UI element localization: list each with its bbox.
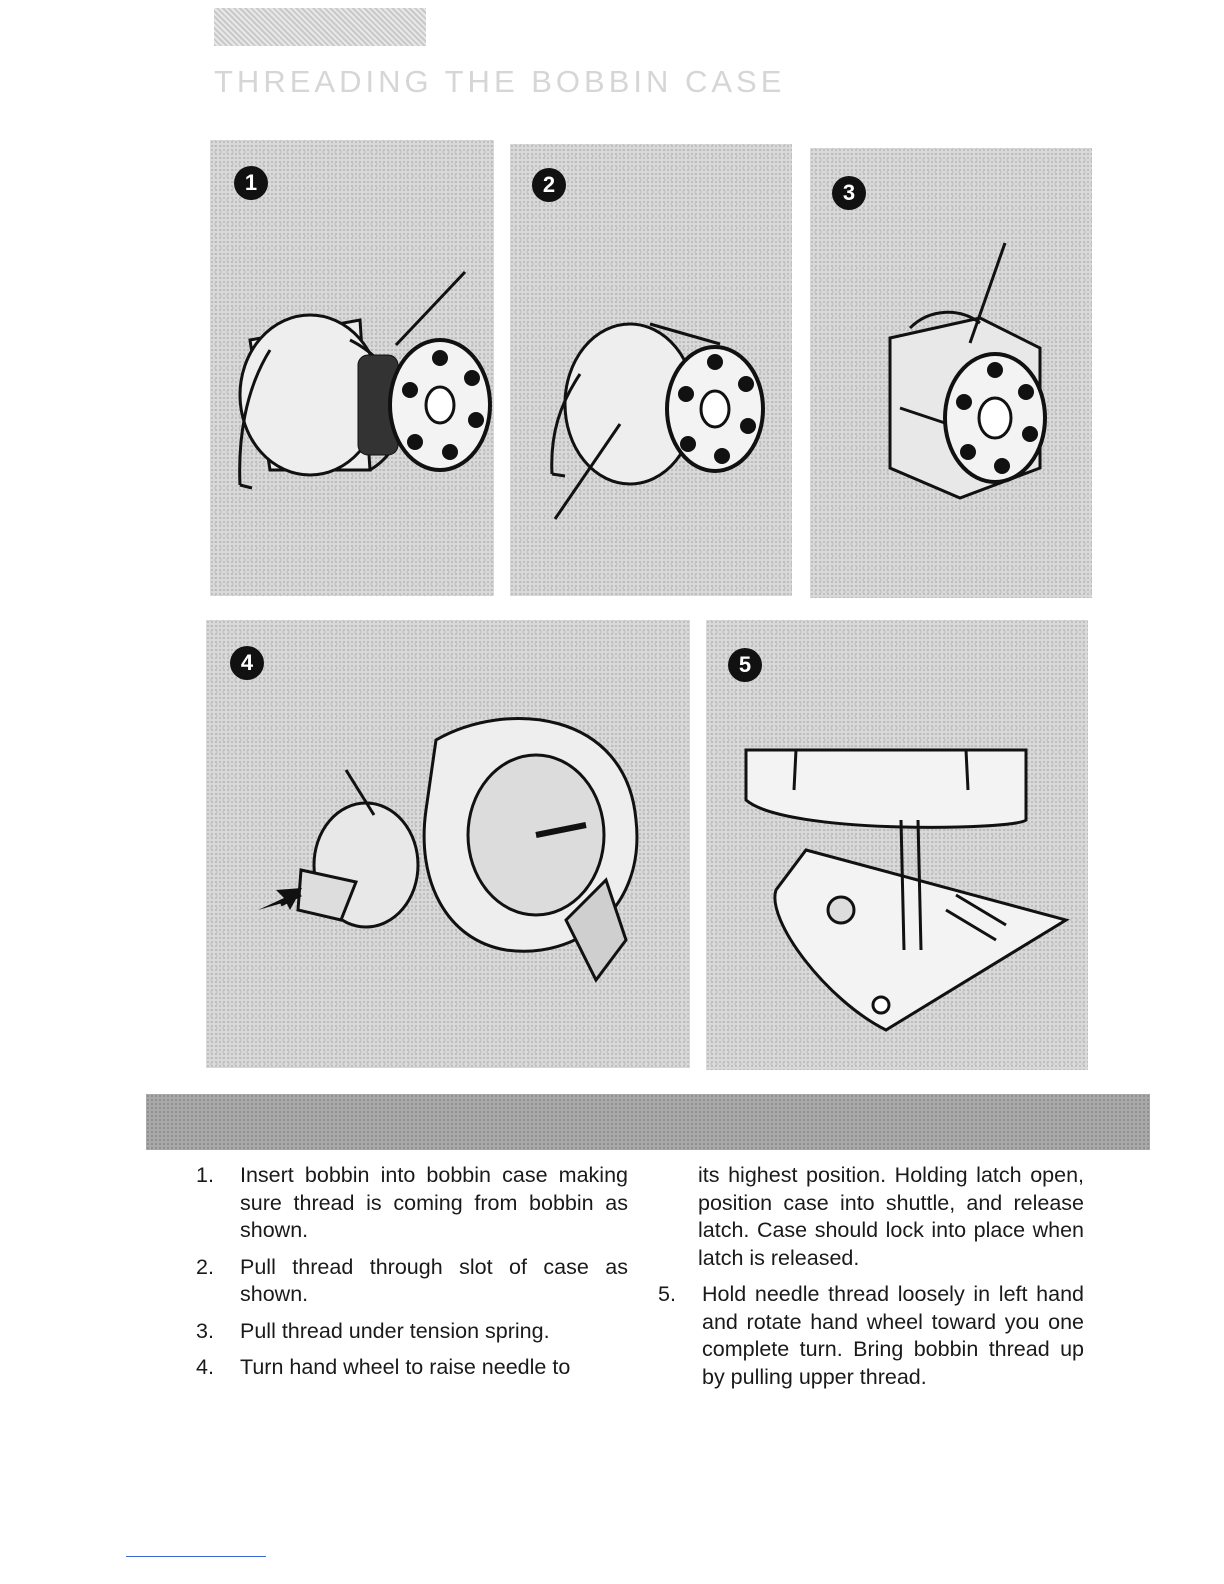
instruction-step-3 xyxy=(196,1318,628,1346)
instruction-step-1 xyxy=(196,1162,628,1245)
header-decoration xyxy=(214,8,426,46)
figure-step-5 xyxy=(706,620,1088,1070)
instructions-right-column xyxy=(658,1162,1084,1400)
needle-plate-illustration xyxy=(706,620,1088,1070)
step-badge-5: 5 xyxy=(728,648,762,682)
step-badge-3: 3 xyxy=(832,176,866,210)
tension-spring-illustration xyxy=(810,148,1092,598)
figure-step-4 xyxy=(206,620,690,1068)
instruction-step-4-continued: its highest position. Holding latch open, position case into shuttle, and release latch. Case should lock into place when latch is released. xyxy=(698,1163,1084,1270)
step-number: 3. xyxy=(196,1318,214,1343)
step-text: Insert bobbin into bobbin case making sure thread is coming from bobbin as shown. xyxy=(240,1163,628,1242)
instructions-left-column xyxy=(196,1162,628,1391)
step-text: Pull thread under tension spring. xyxy=(240,1318,550,1343)
bobbin-insert-illustration xyxy=(210,140,494,596)
step-text: Pull thread through slot of case as shown. xyxy=(240,1254,628,1306)
instruction-step-4 xyxy=(196,1354,628,1382)
instruction-step-2 xyxy=(196,1254,628,1309)
step-text: Turn hand wheel to raise needle to xyxy=(240,1355,571,1379)
shuttle-insert-illustration xyxy=(206,620,690,1068)
figure-step-1 xyxy=(210,140,494,596)
instruction-step-5 xyxy=(658,1281,1084,1391)
step-number: 4. xyxy=(196,1355,214,1379)
figure-step-2 xyxy=(510,144,792,596)
footer-rule xyxy=(126,1556,266,1557)
figure-step-3 xyxy=(810,148,1092,598)
step-badge-1: 1 xyxy=(234,166,268,200)
thread-slot-illustration xyxy=(510,144,792,596)
step-number: 2. xyxy=(196,1254,214,1279)
step-badge-2: 2 xyxy=(532,168,566,202)
section-divider xyxy=(146,1094,1150,1150)
step-badge-4: 4 xyxy=(230,646,264,680)
step-text: Hold needle thread loosely in left hand and rotate hand wheel toward you one complete turn. Bring bobbin thread up by pulling upper thread. xyxy=(702,1282,1084,1389)
step-number: 1. xyxy=(196,1163,214,1187)
step-number: 5. xyxy=(658,1282,676,1306)
page-title: THREADING THE BOBBIN CASE xyxy=(214,64,786,99)
